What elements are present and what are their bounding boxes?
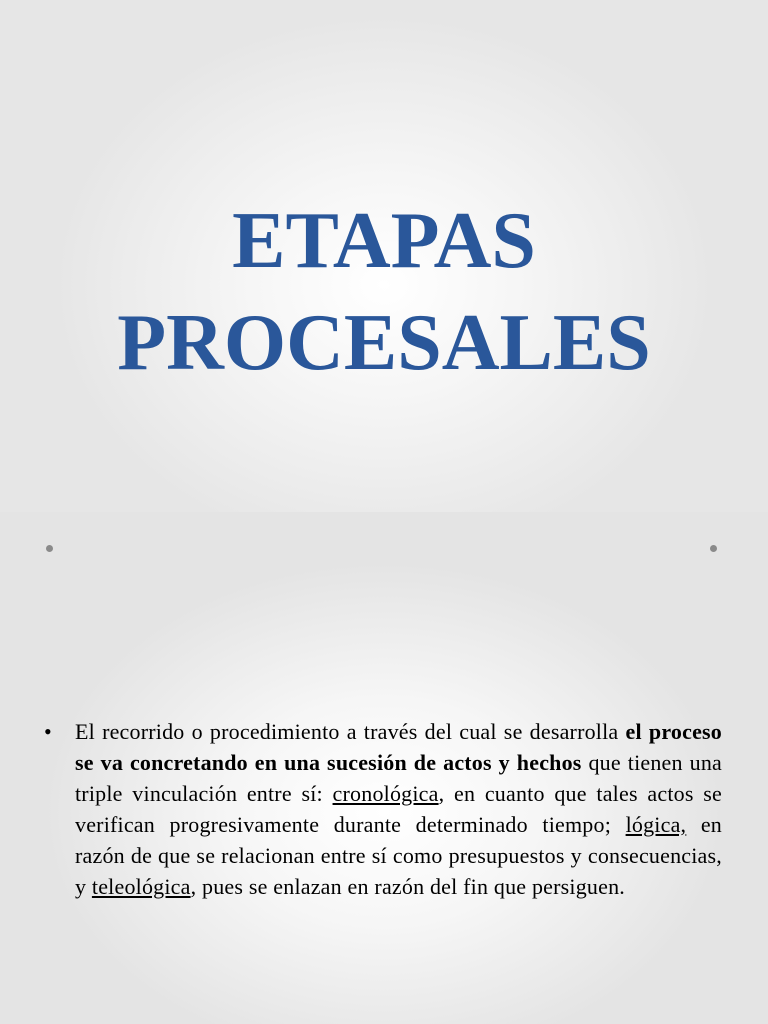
bullet-list-item xyxy=(44,716,724,902)
title-line-1: ETAPAS xyxy=(232,197,536,285)
underlined-teleologica: teleológica xyxy=(91,874,191,899)
bullet-icon: • xyxy=(44,719,52,744)
underlined-logica: lógica, xyxy=(625,812,687,837)
underlined-cronologica: cronológica xyxy=(332,781,439,806)
title-line-2: PROCESALES xyxy=(117,299,651,387)
paragraph-bold-phrase: el proceso se va concretando en una sucesión de actos y hechos xyxy=(75,719,723,775)
paragraph-text-5: , pues se enlazan en razón del fin que persiguen. xyxy=(190,874,625,899)
body-paragraph xyxy=(75,716,722,902)
paragraph-text-4: en razón de que se relacionan entre sí como presupuestos y consecuencias, y xyxy=(75,812,722,899)
slide-dot-left xyxy=(46,545,53,552)
paragraph-text-2: que tienen una triple vinculación entre sí: xyxy=(75,750,722,806)
paragraph-text-3: , en cuanto que tales actos se verifican progresivamente durante determinado tiempo; xyxy=(75,781,722,837)
slide-title xyxy=(0,190,768,394)
paragraph-text-1: El recorrido o procedimiento a través del cual se desarrolla xyxy=(75,719,626,744)
slide-dot-right xyxy=(710,545,717,552)
